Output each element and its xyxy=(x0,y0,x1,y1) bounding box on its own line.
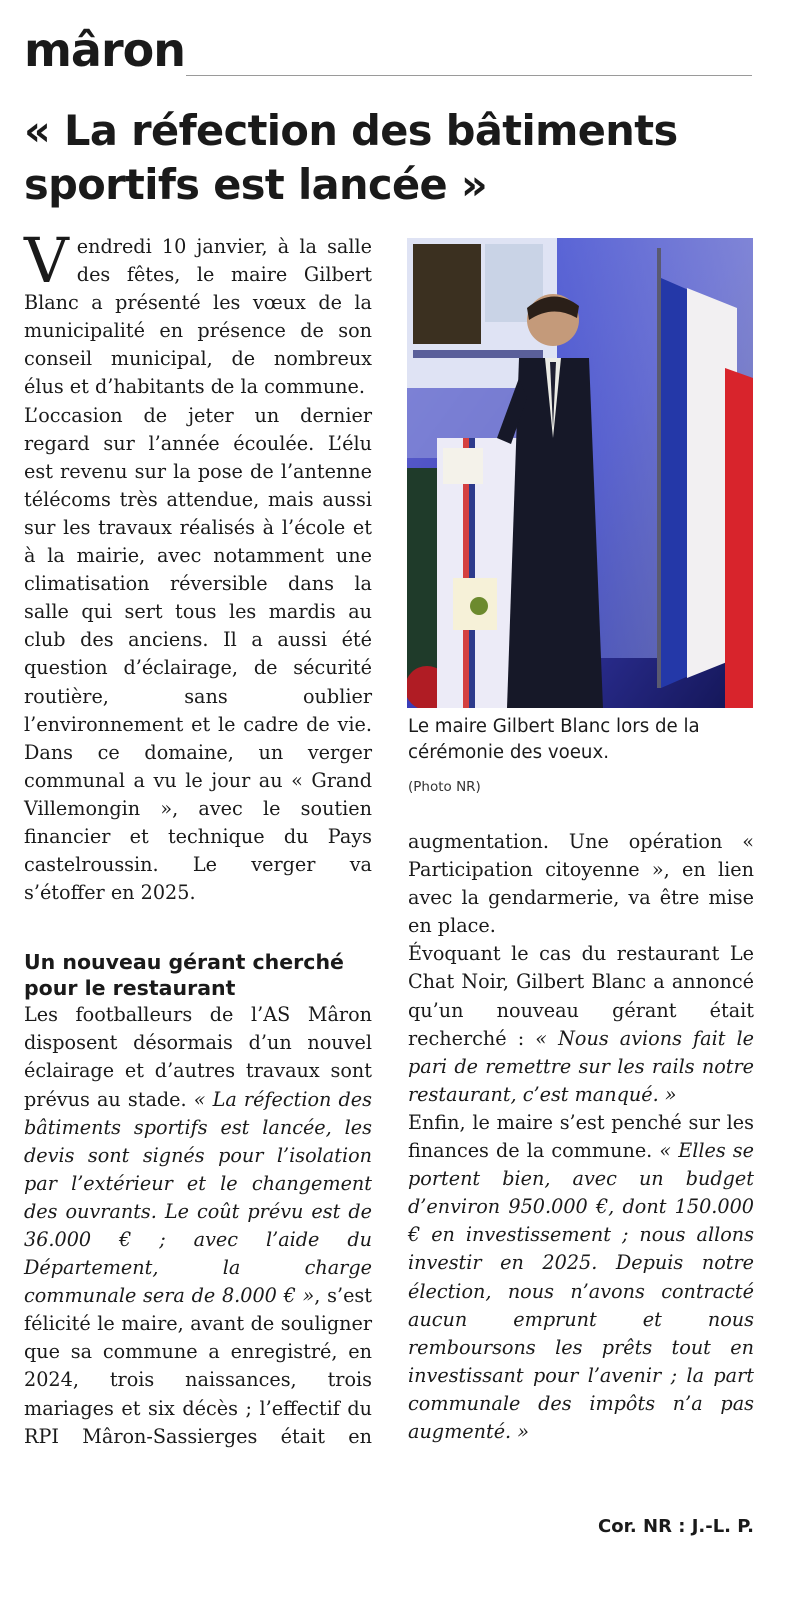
section-rubric: mâron xyxy=(24,23,186,77)
paragraph3-text-after: , s’est félicité le maire, avant de souligner que sa commune a enregistré, en 2024, trois naissances, trois mariages et six décès ; l’effectif du RPI Mâron-Sassierges était en xyxy=(24,1284,372,1448)
restaurant-paragraph xyxy=(408,940,754,1109)
continuation-paragraph: augmentation. Une opération « Participation citoyenne », en lien avec la gendarmerie, va être mise en place. xyxy=(408,830,754,938)
article-headline: « La réfection des bâtiments sportifs est lancée » xyxy=(24,106,678,209)
restaurant-quote: « Nous avions fait le pari de remettre sur les rails notre restaurant, c’est manqué. » xyxy=(408,1026,755,1106)
body-paragraph-3 xyxy=(24,1001,372,1451)
article-column-left xyxy=(24,224,372,1451)
photo-caption: Le maire Gilbert Blanc lors de la cérémonie des voeux. xyxy=(408,716,700,763)
finances-paragraph xyxy=(408,1109,754,1446)
rubric-rule xyxy=(186,75,752,76)
intro-text: endredi 10 janvier, à la salle des fêtes, le maire Gilbert Blanc a présenté les vœux de la municipalité en présence de son conseil municipal, de nombreux élus et d’habitants de la commune. xyxy=(24,235,372,399)
stadium-quote: « La réfection des bâtiments sportifs est lancée, les devis sont signés pour l’isolation par l’extérieur et le changement des ouvrants. Le coût prévu est de 36.000 € ; avec l’aide du Département, la charge communale sera de 8.000 € » xyxy=(24,1087,372,1308)
intro-paragraph xyxy=(24,224,372,402)
paragraph3-text-before: Les footballeurs de l’AS Mâron disposent désormais d’un nouvel éclairage et d’autres travaux sont prévus au stade. xyxy=(24,1003,372,1111)
article-subhead: Un nouveau gérant cherché pour le restaurant xyxy=(24,950,344,1001)
drop-cap: V xyxy=(24,224,69,297)
photo-credit: (Photo NR) xyxy=(408,779,481,795)
mayor-speech-photo-illustration xyxy=(407,238,753,708)
finances-text: Enfin, le maire s’est penché sur les finances de la commune. xyxy=(408,1110,754,1163)
article-column-right xyxy=(408,828,754,1446)
restaurant-text: Évoquant le cas du restaurant Le Chat Noir, Gilbert Blanc a annoncé qu’un nouveau gérant était recherché : xyxy=(408,942,754,1050)
body-paragraph-2: L’occasion de jeter un dernier regard sur l’année écoulée. L’élu est revenu sur la pose de l’antenne télécoms très attendue, mais aussi sur les travaux réalisés à l’école et à la mairie, avec notamment une climatisation réversible dans la salle qui sert tous les mardis au club des anciens. Il a aussi été question d’éclairage, de sécurité routière, sans oublier l’environnement et le cadre de vie. Dans ce domaine, un verger communal a vu le jour au « Grand Villemongin », avec le soutien financier et technique du Pays castelroussin. Le verger va s’étoffer en 2025. xyxy=(24,403,372,905)
author-signoff: Cor. NR : J.-L. P. xyxy=(598,1516,754,1537)
article-photo xyxy=(407,238,753,708)
finances-quote: « Elles se portent bien, avec un budget d’environ 950.000 €, dont 150.000 € en investissement ; nous allons investir en 2025. Depuis notre élection, nous n’avons contracté aucun emprunt et nous remboursons les prêts tout en investissant pour l’avenir ; la part communale des impôts n’a pas augmenté. » xyxy=(408,1139,754,1443)
